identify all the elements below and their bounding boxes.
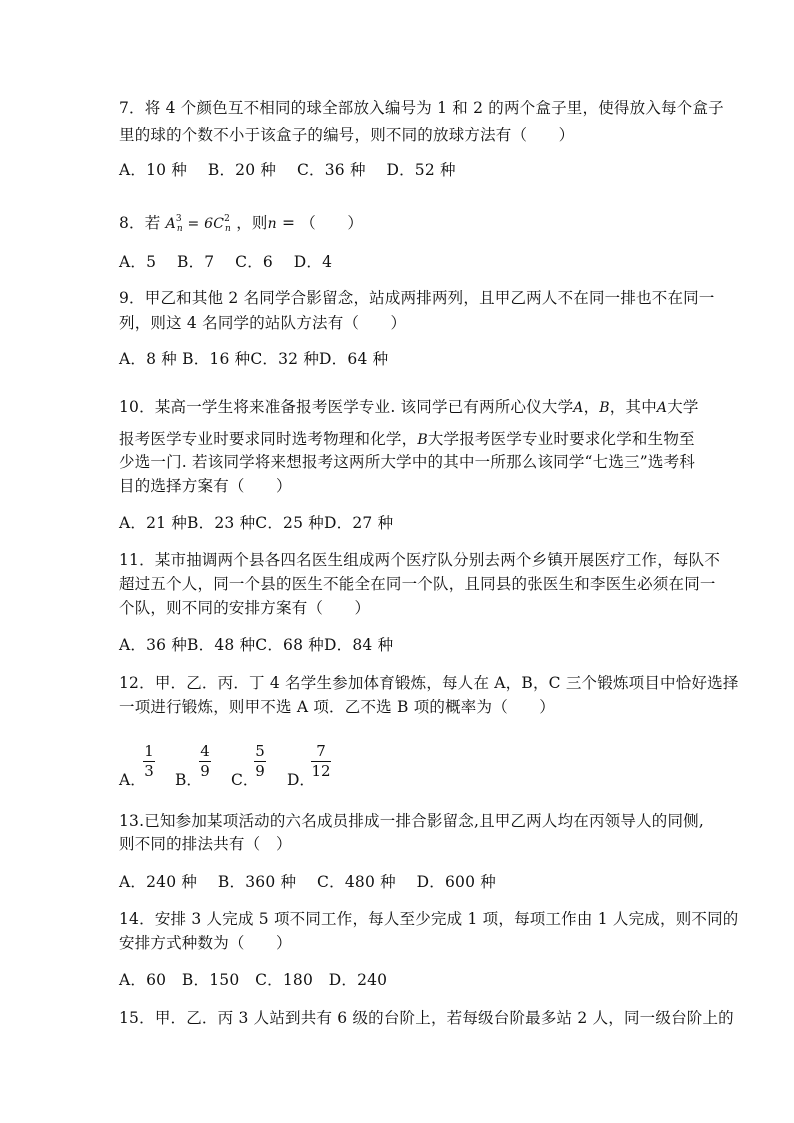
q14-line-1: 14．安排 3 人完成 5 项不同工作，每人至少完成 1 项，每项工作由 1 人完成，则不同的 bbox=[119, 910, 739, 928]
q8-prefix: 8．若 bbox=[119, 214, 161, 232]
q12-option-d-fraction: 7 12 bbox=[311, 742, 331, 780]
q12-line-1: 12．甲．乙．丙．丁 4 名学生参加体育锻炼，每人在 A，B，C 三个锻炼项目中恰好选择 bbox=[119, 674, 739, 692]
q10-line-3: 少选一门. 若该同学将来想报考这两所大学中的其中一所那么该同学“七选三”选考科 bbox=[119, 453, 696, 471]
q12-option-d-label: D． bbox=[287, 771, 315, 789]
q8-var-n: n bbox=[267, 216, 277, 232]
q11-line-2: 超过五个人，同一个县的医生不能全在同一个队，且同县的张医生和李医生必须在同一 bbox=[119, 575, 716, 593]
q7-line-1: 7．将 4 个颜色互不相同的球全部放入编号为 1 和 2 的两个盒子里，使得放入每个盒子 bbox=[119, 99, 724, 117]
q10-line-4: 目的选择方案有（ ） bbox=[119, 477, 292, 495]
q14-line-2: 安排方式种数为（ ） bbox=[119, 934, 292, 952]
q12-line-2: 一项进行锻炼，则甲不选 A 项．乙不选 B 项的概率为（ ） bbox=[119, 698, 555, 716]
q12-option-b-fraction: 4 9 bbox=[200, 742, 210, 780]
q7-line-2: 里的球的个数不小于该盒子的编号，则不同的放球方法有（ ） bbox=[119, 126, 575, 144]
q8-suffix: = （ ） bbox=[276, 214, 364, 232]
q15-line-1: 15．甲．乙．丙 3 人站到共有 6 级的台阶上，若每级台阶最多站 2 人，同一级台阶上的 bbox=[119, 1009, 734, 1027]
q10-line-1: 10．某高一学生将来准备报考医学专业. 该同学已有两所心仪大学A，B，其中A大学 bbox=[119, 398, 699, 416]
q10-line-2: 报考医学专业时要求同时选考物理和化学，B大学报考医学专业时要求化学和生物至 bbox=[119, 430, 695, 448]
q12-option-a-fraction: 1 3 bbox=[144, 742, 154, 780]
q11-line-3: 个队，则不同的安排方案有（ ） bbox=[119, 599, 371, 617]
q7-options: A．10 种 B．20 种 C．36 种 D．52 种 bbox=[119, 161, 456, 179]
q8-mid: ，则 bbox=[236, 214, 268, 232]
q10-options: A．21 种B．23 种C．25 种D．27 种 bbox=[119, 514, 394, 532]
q8-formula: $A^3_n = 6C^2_n$ bbox=[165, 214, 232, 234]
q9-line-2: 列，则这 4 名同学的站队方法有（ ） bbox=[119, 314, 407, 332]
q9-line-1: 9．甲乙和其他 2 名同学合影留念，站成两排两列，且甲乙两人不在同一排也不在同一 bbox=[119, 289, 715, 307]
q13-options: A．240 种 B．360 种 C．480 种 D．600 种 bbox=[119, 873, 496, 891]
q13-line-1: 13.已知参加某项活动的六名成员排成一排合影留念,且甲乙两人均在丙领导人的同侧, bbox=[119, 812, 705, 830]
q12-option-c-label: C． bbox=[231, 771, 259, 789]
q12-option-a-label: A． bbox=[119, 771, 146, 789]
q8-line bbox=[119, 209, 363, 239]
q9-options: A．8 种 B．16 种C．32 种D．64 种 bbox=[119, 350, 389, 368]
q13-line-2: 则不同的排法共有（ ） bbox=[119, 835, 292, 853]
q8-options: A．5 B．7 C．6 D．4 bbox=[119, 253, 333, 271]
q11-options: A．36 种B．48 种C．68 种D．84 种 bbox=[119, 636, 394, 654]
q12-option-b-label: B． bbox=[175, 771, 202, 789]
q14-options: A．60 B．150 C．180 D．240 bbox=[119, 971, 388, 989]
q12-option-c-fraction: 5 9 bbox=[255, 742, 265, 780]
q11-line-1: 11．某市抽调两个县各四名医生组成两个医疗队分别去两个乡镇开展医疗工作，每队不 bbox=[119, 551, 721, 569]
